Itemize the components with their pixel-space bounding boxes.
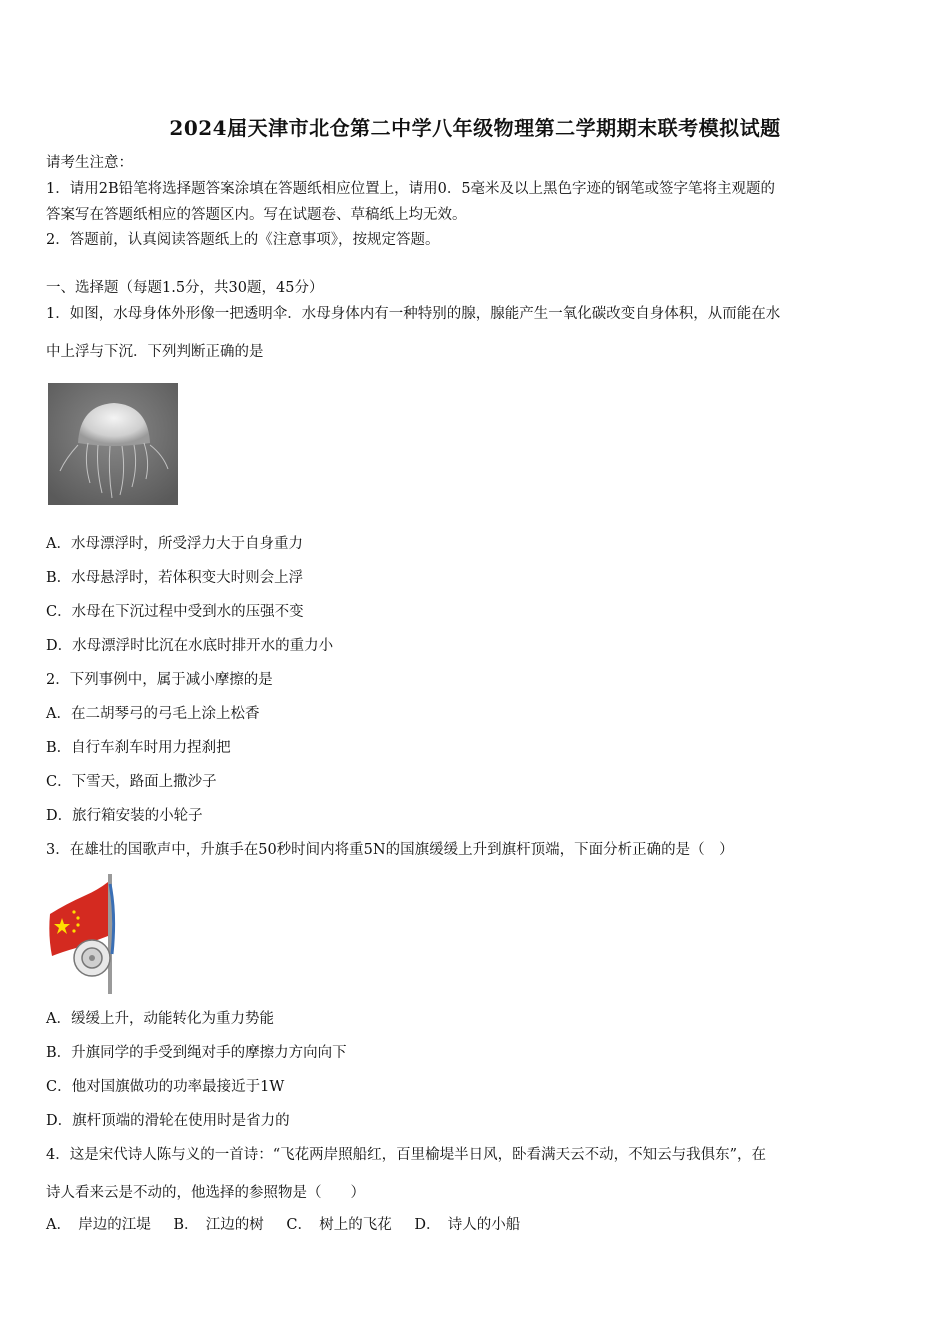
q4-option-a: A． 岸边的江堤 bbox=[46, 1217, 151, 1233]
q4-option-b: B． 江边的树 bbox=[173, 1217, 264, 1233]
q3-option-c: C．他对国旗做功的功率最接近于1W bbox=[46, 1079, 285, 1095]
notice-item-1-line-1: 1．请用2B铅笔将选择题答案涂填在答题纸相应位置上，请用0．5毫米及以上黑色字迹的钢笔或签字笔将主观题的 bbox=[46, 181, 776, 197]
page-title: 2024届天津市北仓第二中学八年级物理第二学期期末联考模拟试题 bbox=[169, 116, 781, 140]
q4-stem-line-2: 诗人看来云是不动的，他选择的参照物是（ ） bbox=[46, 1185, 365, 1201]
flag-raising-image bbox=[46, 874, 124, 994]
notice-item-1-line-2: 答案写在答题纸相应的答题区内。写在试题卷、草稿纸上均无效。 bbox=[46, 207, 467, 223]
q1-option-d: D．水母漂浮时比沉在水底时排开水的重力小 bbox=[46, 638, 334, 654]
section-heading: 一、选择题（每题1.5分，共30题，45分） bbox=[46, 280, 324, 296]
q3-option-b: B．升旗同学的手受到绳对手的摩擦力方向向下 bbox=[46, 1045, 347, 1061]
q1-option-c: C．水母在下沉过程中受到水的压强不变 bbox=[46, 604, 304, 620]
jellyfish-image bbox=[48, 383, 178, 505]
q1-stem-line-2: 中上浮与下沉．下列判断正确的是 bbox=[46, 344, 264, 360]
q1-stem-line-1: 1．如图，水母身体外形像一把透明伞．水母身体内有一种特别的腺，腺能产生一氧化碳改变自身体积，从而能在水 bbox=[46, 306, 781, 322]
q4-options-row bbox=[46, 1213, 538, 1234]
notice-heading: 请考生注意： bbox=[46, 155, 133, 171]
q4-option-d: D． 诗人的小船 bbox=[414, 1217, 521, 1233]
q4-option-c: C． 树上的飞花 bbox=[286, 1217, 392, 1233]
q2-option-c: C．下雪天，路面上撒沙子 bbox=[46, 774, 217, 790]
q1-option-a: A．水母漂浮时，所受浮力大于自身重力 bbox=[46, 536, 303, 552]
q2-stem: 2．下列事例中，属于减小摩擦的是 bbox=[46, 672, 273, 688]
q2-option-b: B．自行车刹车时用力捏刹把 bbox=[46, 740, 231, 756]
notice-item-2: 2．答题前，认真阅读答题纸上的《注意事项》，按规定答题。 bbox=[46, 232, 440, 248]
q2-option-a: A．在二胡琴弓的弓毛上涂上松香 bbox=[46, 706, 260, 722]
q2-option-d: D．旅行箱安装的小轮子 bbox=[46, 808, 203, 824]
q4-stem-line-1: 4．这是宋代诗人陈与义的一首诗：“飞花两岸照船红，百里榆堤半日风，卧看满天云不动，不知云与我俱东”，在 bbox=[46, 1147, 767, 1163]
q3-option-a: A．缓缓上升，动能转化为重力势能 bbox=[46, 1011, 274, 1027]
q3-stem: 3．在雄壮的国歌声中，升旗手在50秒时间内将重5N的国旗缓缓上升到旗杆顶端，下面分析正确的是（ ） bbox=[46, 842, 734, 858]
q3-option-d: D．旗杆顶端的滑轮在使用时是省力的 bbox=[46, 1113, 290, 1129]
q1-option-b: B．水母悬浮时，若体积变大时则会上浮 bbox=[46, 570, 304, 586]
